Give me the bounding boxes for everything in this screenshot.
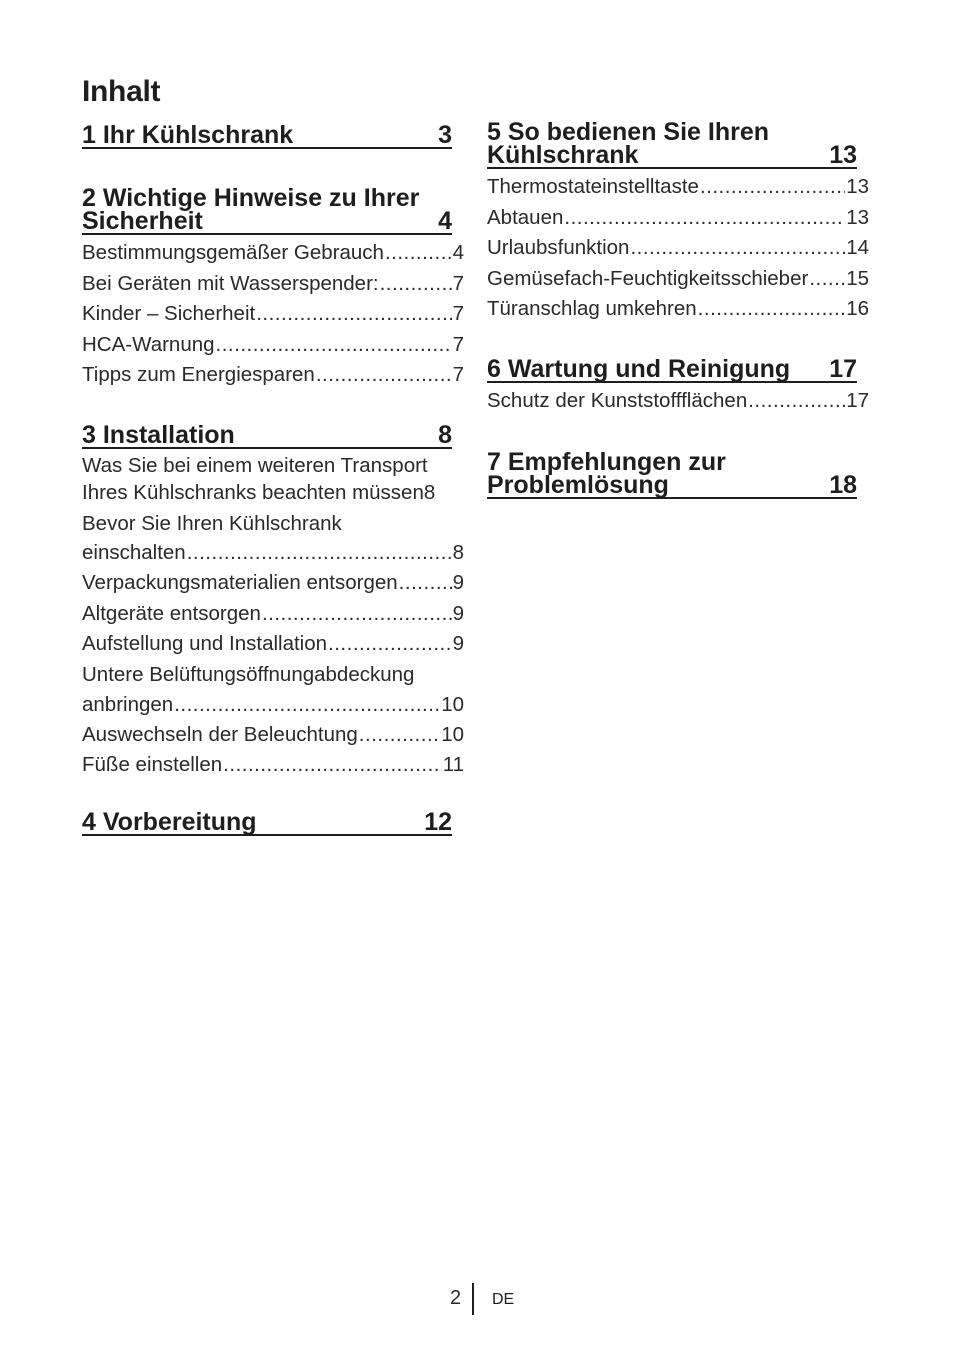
toc-section-6: [487, 355, 869, 417]
entry-label: Gemüsefach-Feuchtigkeitsschieber: [487, 266, 809, 290]
entry-label: Abtauen: [487, 205, 564, 229]
entry-label: Schutz der Kunststoffflächen: [487, 389, 748, 412]
section-entries: [82, 452, 464, 781]
section-heading-problemloesung[interactable]: [487, 448, 857, 499]
toc-section-2: [82, 184, 464, 391]
section-heading-sicherheit[interactable]: [82, 184, 452, 235]
page-title: Inhalt: [82, 75, 161, 108]
toc-entry[interactable]: [487, 203, 869, 234]
entry-page: 8: [423, 481, 436, 504]
entry-label-line2: Ihres Kühlschranks beachten müssen: [82, 481, 424, 504]
entry-label: Füße einstellen: [82, 753, 223, 776]
entry-page: 11: [442, 753, 464, 776]
entry-label: Thermostateinstelltaste: [487, 175, 699, 198]
dot-leader: [630, 233, 845, 264]
footer-divider: [472, 1283, 474, 1315]
toc-entry[interactable]: [82, 599, 464, 630]
entry-label: Urlaubsfunktion: [487, 236, 630, 259]
section-entries: [82, 238, 464, 391]
entry-label: Kinder – Sicherheit: [82, 302, 256, 325]
toc-entry[interactable]: [487, 233, 869, 264]
toc-entry[interactable]: [82, 629, 464, 660]
footer-language: DE: [492, 1291, 515, 1308]
section-heading-bedienen[interactable]: [487, 118, 857, 169]
dot-leader: [359, 720, 440, 751]
section-title-line2: Kühlschrank: [487, 141, 639, 169]
entry-label-line2: einschalten: [82, 541, 186, 564]
entry-page: 7: [452, 363, 464, 386]
dot-leader: [256, 299, 451, 330]
dot-leader: [564, 203, 845, 234]
entry-label: Aufstellung und Installation: [82, 632, 328, 655]
section-page: 3: [438, 121, 452, 149]
dot-leader: [328, 629, 452, 660]
section-title: 1 Ihr Kühlschrank: [82, 121, 294, 149]
entry-label-line1: Bevor Sie Ihren Kühlschrank: [82, 512, 342, 535]
toc-entry[interactable]: [82, 269, 464, 300]
entry-label: Bestimmungsgemäßer Gebrauch: [82, 241, 384, 264]
entry-label: Bei Geräten mit Wasserspender:: [82, 271, 379, 295]
toc-section-5: [487, 118, 869, 325]
section-title-line2: Problemlösung: [487, 471, 669, 499]
entry-page: 8: [452, 541, 464, 564]
entry-page: 9: [452, 571, 464, 594]
section-heading-ihr-kuehlschrank[interactable]: [82, 121, 452, 149]
dot-leader: [174, 689, 440, 720]
entry-page: 17: [846, 389, 869, 412]
entry-page: 9: [452, 632, 464, 655]
section-entries: [487, 172, 869, 325]
section-entries: [487, 386, 869, 417]
dot-leader: [380, 269, 452, 300]
footer-page-number: 2: [450, 1287, 462, 1309]
entry-page: 7: [452, 332, 464, 356]
entry-label: Auswechseln der Beleuchtung: [82, 722, 358, 746]
dot-leader: [399, 568, 452, 599]
section-heading-vorbereitung[interactable]: [82, 808, 452, 836]
section-title-line1: 7 Empfehlungen zur: [487, 448, 726, 476]
dot-leader: [187, 537, 452, 568]
entry-page: 13: [846, 175, 869, 198]
section-page: 13: [829, 141, 857, 169]
toc-entry[interactable]: [487, 294, 869, 325]
entry-label-line1: Was Sie bei einem weiteren Transport: [82, 454, 428, 477]
toc-section-7: [487, 448, 869, 499]
toc-entry[interactable]: [82, 568, 464, 599]
toc-entry[interactable]: [82, 720, 464, 751]
entry-page: 4: [452, 241, 464, 264]
entry-label: Türanschlag umkehren: [487, 297, 697, 320]
toc-entry[interactable]: [82, 660, 464, 720]
toc-entry[interactable]: [487, 386, 869, 417]
dot-leader: [385, 238, 452, 269]
section-title-line2: Sicherheit: [82, 207, 203, 235]
dot-leader: [700, 172, 845, 203]
toc-entry[interactable]: [82, 510, 464, 568]
toc-entry[interactable]: [82, 452, 464, 506]
dot-leader: [748, 386, 845, 417]
entry-label-line1: Untere Belüftungsöffnungabdeckung: [82, 662, 415, 686]
dot-leader: [262, 599, 452, 630]
section-page: 17: [829, 355, 857, 383]
entry-label: HCA-Warnung: [82, 332, 215, 356]
section-page: 18: [829, 471, 857, 499]
toc-entry[interactable]: [82, 330, 464, 361]
toc-entry[interactable]: [82, 750, 464, 781]
section-heading-installation[interactable]: [82, 421, 452, 449]
section-page: 12: [424, 808, 452, 836]
section-page: 4: [438, 207, 452, 235]
toc-entry[interactable]: [82, 299, 464, 330]
dot-leader: [698, 294, 846, 325]
dot-leader: [223, 750, 442, 781]
entry-label-line2: anbringen: [82, 692, 174, 716]
entry-label: Verpackungsmaterialien entsorgen: [82, 571, 398, 594]
toc-section-4: [82, 808, 464, 836]
entry-page: 10: [441, 722, 464, 746]
entry-page: 7: [452, 302, 464, 325]
entry-page: 9: [452, 601, 464, 625]
entry-page: 16: [846, 297, 869, 320]
dot-leader: [216, 330, 452, 361]
entry-label: Tipps zum Energiesparen: [82, 363, 315, 386]
toc-entry[interactable]: [487, 172, 869, 203]
toc-entry[interactable]: [82, 360, 464, 391]
entry-page: 14: [846, 236, 869, 259]
section-title-line1: 2 Wichtige Hinweise zu Ihrer: [82, 184, 420, 212]
page-footer: [0, 1283, 954, 1315]
section-page: 8: [438, 421, 452, 449]
section-title: 6 Wartung und Reinigung: [487, 355, 791, 383]
dot-leader: [809, 264, 845, 295]
toc-entry[interactable]: [487, 264, 869, 295]
entry-page: 7: [452, 271, 464, 295]
toc-entry[interactable]: [82, 238, 464, 269]
section-title-line1: 5 So bedienen Sie Ihren: [487, 118, 770, 146]
section-title: 3 Installation: [82, 421, 235, 449]
entry-label: Altgeräte entsorgen: [82, 601, 261, 625]
section-title: 4 Vorbereitung: [82, 808, 257, 836]
entry-page: 10: [441, 692, 464, 716]
toc-section-3: [82, 421, 464, 781]
section-heading-wartung[interactable]: [487, 355, 857, 383]
toc-section-1: [82, 121, 464, 149]
dot-leader: [316, 360, 452, 391]
entry-page: 15: [846, 266, 869, 290]
entry-page: 13: [846, 205, 869, 229]
